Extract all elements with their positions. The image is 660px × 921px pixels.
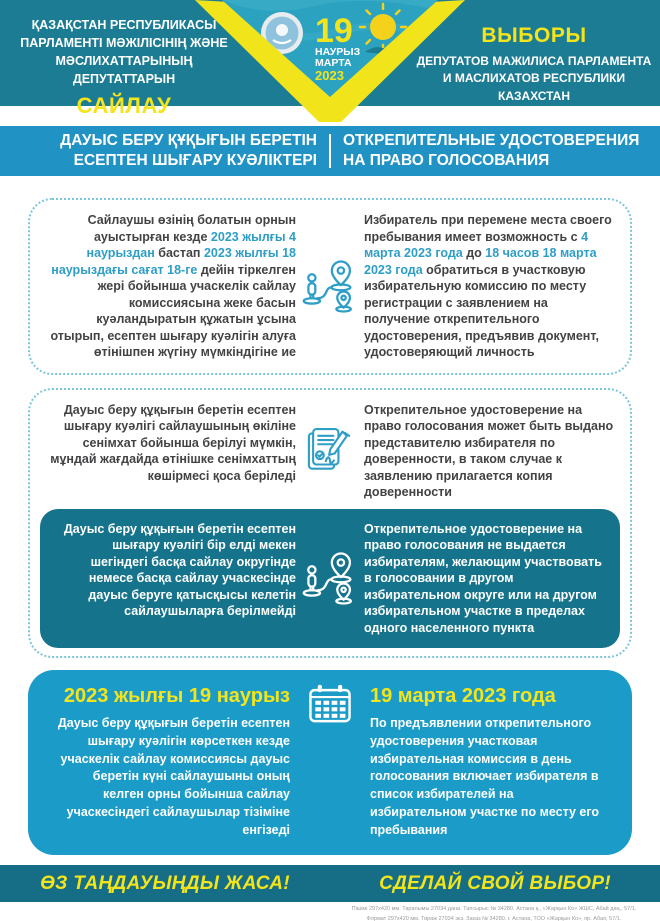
route-pins-icon [296, 258, 364, 314]
section1-kk-text: Сайлаушы өзінің болатын орнын ауыстырған кезде 2023 жылғы 4 наурыздан бастап 2023 жылғы 18 наурыздағы сағат 18-ге дейін тіркелген жері бойынша учаскелік сайлау комиссиясына жеке басын куәландыратын құжатын ұсына отырып, есептен шығару куәлігін алуға өтінішпен жүгіну мүмкіндігіне ие [50, 213, 296, 359]
restriction-highlight-block [40, 509, 620, 649]
date-year: 2023 [315, 68, 344, 83]
imprint-line-ru: Формат 297х420 мм. Тираж 27034 экз. Заказ № 34280. г. Астана, ТОО «Жарқын Ко», пр. Абая, 57/1. [366, 915, 622, 921]
title-divider [329, 134, 331, 168]
signature-document-icon [296, 424, 364, 478]
election-day-ru-title: 19 марта 2023 года [370, 685, 556, 707]
header-kk-highlight: САЙЛАУ [76, 92, 172, 118]
subject-title-bar [0, 126, 660, 176]
header-ru-title: ДЕПУТАТОВ МАЖИЛИСА ПАРЛАМЕНТА И МАСЛИХАТОВ РЕСПУБЛИКИ КАЗАХСТАН [416, 54, 652, 103]
flag-chevron-badge [195, 0, 465, 124]
election-day-kk-title: 2023 жылғы 19 наурыз [63, 685, 290, 707]
header-ru-highlight: ВЫБОРЫ [481, 24, 587, 47]
slogan-bar [0, 865, 660, 902]
title-ru: ОТКРЕПИТЕЛЬНЫЕ УДОСТОВЕРЕНИЯ НА ПРАВО ГОЛОСОВАНИЯ [343, 132, 640, 169]
slogan-kk: ӨЗ ТАҢДАУЫҢДЫ ЖАСА! [40, 872, 290, 894]
date-month-kk: НАУРЫЗ [315, 46, 361, 58]
proxy-row [46, 402, 614, 501]
header-banner [0, 0, 660, 118]
election-day-block [28, 670, 632, 855]
route-pins-white-icon [296, 550, 364, 606]
section3-kk-text: Дауыс беру құқығын беретін есептен шығару куәлігі бір елді мекен шегіндегі басқа сайлау округінде немесе басқа сайлау учаскесінде дауыс беруге қатысқысы келетін сайлаушыларға берілмейді [63, 521, 296, 618]
calendar-icon [308, 683, 352, 730]
election-day-kk-text: Дауыс беру құқығын беретін есептен шығару куәлігін көрсеткен кезде учаскелік сайлау комиссиясы дауыс беретін күні сайлаушыны оның келген орны бойынша сайлау учаскесіндегі сайлаушылар тізіміне енгізеді [57, 716, 290, 837]
slogan-ru: СДЕЛАЙ СВОЙ ВЫБОР! [379, 872, 611, 894]
section1-ru-text: Избиратель при перемене места своего пребывания имеет возможность с 4 марта 2023 года до 18 часов 18 марта 2023 года обратиться в участковую избирательную комиссию по месту регистрации с заявлением на получение открепительного удостоверения, предъявив документ, удостоверяющий личность [364, 213, 612, 359]
section2-ru-text: Открепительное удостоверение на право голосования может быть выдано представителю избирателя по доверенности, в таком случае к заявлению прилагается копия доверенности [364, 402, 614, 499]
section-proxy-and-restrictions [28, 388, 632, 659]
date-day: 19 [315, 12, 353, 50]
section2-kk-text: Дауыс беру құқығын беретін есептен шығару куәлігі сайлаушының өкіліне сенімхат бойынша берілуі мүмкін, мұндай жағдайда өтінішке сенімхаттың көшірмесі қоса беріледі [50, 402, 296, 483]
election-day-kk [50, 685, 330, 839]
imprint-line-kk: Пішімі 297х420 мм. Таралымы 27034 дана. Тапсырыс № 34280. Астана қ., «Жарқын Ко» ЖШС, Абай даң., 57/1. [351, 906, 637, 913]
print-imprint [344, 905, 644, 921]
election-day-ru [330, 685, 610, 839]
section3-ru-text: Открепительное удостоверение на право голосования не выдается избирателям, желающим участвовать в голосовании в другом избирательном округе или на другом избирательном участке в пределах одного населенного пункта [364, 521, 602, 635]
date-month-ru: МАРТА [315, 57, 352, 69]
header-kk-title: ҚАЗАҚСТАН РЕСПУБЛИКАСЫ ПАРЛАМЕНТІ МӘЖІЛІСІНІҢ ЖӘНЕ МӘСЛИХАТТАРЫНЫҢ ДЕПУТАТТАРЫН [20, 18, 228, 87]
title-kk: ДАУЫС БЕРУ ҚҰҚЫҒЫН БЕРЕТІН ЕСЕПТЕН ШЫҒАРУ КУӘЛІКТЕРІ [60, 132, 317, 169]
election-day-ru-text: По предъявлении открепительного удостоверения участковая избирательная комиссия в день голосования включает избирателя в список избирателей на избирательном участке по месту его пребывания [370, 716, 600, 837]
section-application-period [28, 198, 632, 375]
